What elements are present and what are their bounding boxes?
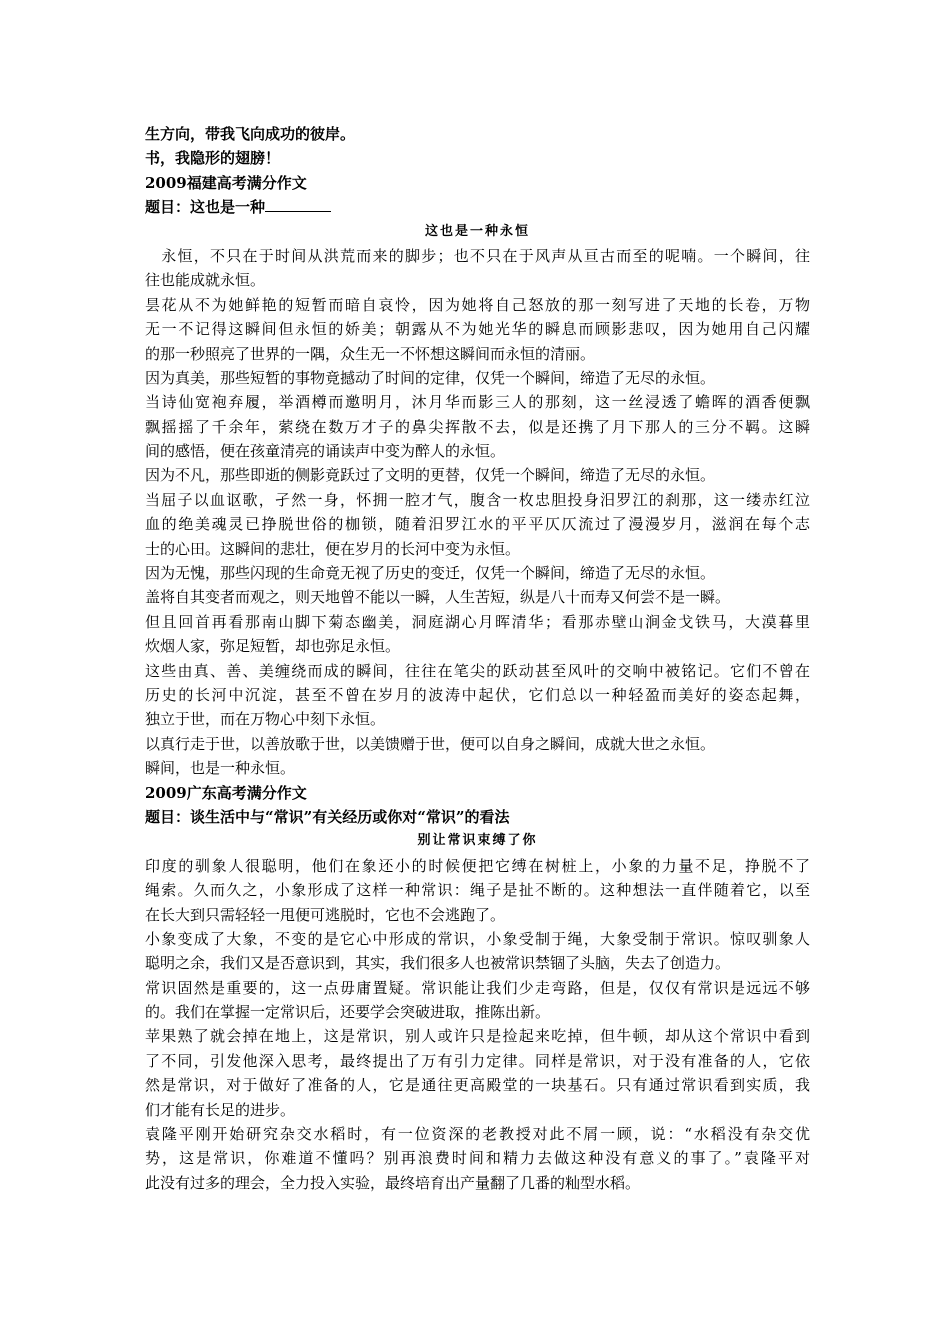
line-text: 这些由真、善、美缠绕而成的瞬间，往往在笔尖的跃动甚至风叶的交响中被铭记。它们不曾在 <box>145 661 810 680</box>
line-text: 往也能成就永恒。 <box>145 271 266 290</box>
paragraph-line <box>145 1000 810 1024</box>
line-text: 常识固然是重要的，这一点毋庸置疑。常识能让我们少走弯路，但是，仅仅有常识是远远不够 <box>145 978 810 997</box>
line-text: 因为无愧，那些闪现的生命竟无视了历史的变迁，仅凭一个瞬间，缔造了无尽的永恒。 <box>145 564 716 583</box>
essay-title <box>145 829 810 853</box>
paragraph-line <box>145 707 810 731</box>
line-text: 了不同，引发他深入思考，最终提出了万有引力定律。同样是常识，对于没有准备的人，它依 <box>145 1051 810 1070</box>
paragraph-line <box>145 756 810 780</box>
heading-line <box>145 122 810 146</box>
line-text: 无一不记得这瞬间但永恒的娇美；朝露从不为她光华的瞬息而顾影悲叹，因为她用自己闪耀 <box>145 320 810 339</box>
paragraph-line <box>145 463 810 487</box>
line-text: 势，这是常识，你难道不懂吗？别再浪费时间和精力去做这种没有意义的事了。”袁隆平对 <box>145 1149 810 1168</box>
paragraph-line <box>145 488 810 512</box>
line-text: 瞬间，也是一种永恒。 <box>145 759 296 778</box>
heading-line <box>145 781 810 805</box>
line-text: 袁隆平刚开始研究杂交水稻时，有一位资深的老教授对此不屑一顾，说：“水稻没有杂交优 <box>145 1125 810 1144</box>
line-text: 但且回首再看那南山脚下菊态幽美，洞庭湖心月晖清华；看那赤壁山涧金戈铁马，大漠暮里 <box>145 612 810 631</box>
line-text: 盖将自其变者而观之，则天地曾不能以一瞬，人生苦短，纵是八十而寿又何尝不是一瞬。 <box>145 588 731 607</box>
heading-line <box>145 805 810 829</box>
paragraph-line <box>145 683 810 707</box>
heading-line <box>145 146 810 170</box>
line-text: 2009福建高考满分作文 <box>145 173 307 192</box>
essay-title <box>145 220 810 244</box>
fill-in-blank <box>265 196 331 212</box>
paragraph-line <box>145 1146 810 1170</box>
prompt-line <box>145 195 810 219</box>
line-text: 士的心田。这瞬间的悲壮，便在岁月的长河中变为永恒。 <box>145 539 521 558</box>
paragraph-line <box>145 634 810 658</box>
paragraph-line <box>145 903 810 927</box>
line-text: 苹果熟了就会掉在地上，这是常识，别人或许只是捡起来吃掉，但牛顿，却从这个常识中看到 <box>145 1027 810 1046</box>
paragraph-line <box>145 1098 810 1122</box>
line-text: 飘摇摇了千余年，萦绕在数万才子的鼻尖挥散不去，似是还携了月下那人的三分不羁。这瞬 <box>145 417 810 436</box>
line-text: 印度的驯象人很聪明，他们在象还小的时候便把它缚在树桩上，小象的力量不足，挣脱不了 <box>145 856 810 875</box>
line-text: 书，我隐形的翅膀！ <box>145 149 281 168</box>
paragraph-line <box>145 585 810 609</box>
line-text: 以真行走于世，以善放歌于世，以美馈赠于世，便可以自身之瞬间，成就大世之永恒。 <box>145 734 716 753</box>
paragraph-line <box>145 244 810 268</box>
paragraph-line <box>145 659 810 683</box>
paragraph-line <box>145 927 810 951</box>
line-text: 炊烟人家，弥足短暂，却也弥足永恒。 <box>145 637 401 656</box>
line-text: 生方向，带我飞向成功的彼岸。 <box>145 125 356 143</box>
line-text: 绳索。久而久之，小象形成了这样一种常识：绳子是扯不断的。这种想法一直伴随着它，以至 <box>145 881 810 900</box>
heading-line <box>145 171 810 195</box>
paragraph-line <box>145 537 810 561</box>
line-text: 此没有过多的理会，全力投入实验，最终培育出产量翻了几番的籼型水稻。 <box>145 1173 641 1192</box>
paragraph-line <box>145 268 810 292</box>
line-text: 历史的长河中沉淀，甚至不曾在岁月的波涛中起伏，它们总以一种轻盈而美好的姿态起舞， <box>145 685 810 704</box>
paragraph-line <box>145 366 810 390</box>
paragraph-line <box>145 390 810 414</box>
paragraph-line <box>145 415 810 439</box>
line-text: 血的绝美魂灵已挣脱世俗的枷锁，随着汨罗江水的平平仄仄流过了漫漫岁月，滋润在每个志 <box>145 515 810 534</box>
line-text: 的那一秒照亮了世界的一隅，众生无一不怀想这瞬间而永恒的清丽。 <box>145 344 596 363</box>
line-text: 昙花从不为她鲜艳的短暂而暗自哀怜，因为她将自己怒放的那一刻写进了天地的长卷，万物 <box>145 295 810 314</box>
line-text: 永恒，不只在于时间从洪荒而来的脚步；也不只在于风声从亘古而至的呢喃。一个瞬间，往 <box>145 246 810 265</box>
line-text: 当屈子以血讴歌，孑然一身，怀拥一腔才气，腹含一枚忠胆投身汨罗江的刹那，这一缕赤红泣 <box>145 490 810 509</box>
paragraph-line <box>145 1122 810 1146</box>
paragraph-line <box>145 317 810 341</box>
line-text: 这也是一种永恒 <box>424 223 530 239</box>
paragraph-line <box>145 976 810 1000</box>
paragraph-line <box>145 1171 810 1195</box>
paragraph-line <box>145 610 810 634</box>
line-text: 然是常识，对于做好了准备的人，它是通往更高殿堂的一块基石。只有通过常识看到实质，我 <box>145 1076 810 1095</box>
line-text: 的。我们在掌握一定常识后，还要学会突破进取，推陈出新。 <box>145 1003 551 1022</box>
line-text: 小象变成了大象，不变的是它心中形成的常识，小象受制于绳，大象受制于常识。惊叹驯象人 <box>145 929 810 948</box>
paragraph-line <box>145 1049 810 1073</box>
paragraph-line <box>145 951 810 975</box>
paragraph-line <box>145 878 810 902</box>
line-text: 当诗仙宽袍弃履，举酒樽而邀明月，沐月华而影三人的那刻，这一丝浸透了蟾晖的酒香便飘 <box>145 393 810 412</box>
line-text: 聪明之余，我们又是否意识到，其实，我们很多人也被常识禁锢了头脑，失去了创造力。 <box>145 954 731 973</box>
paragraph-line <box>145 1073 810 1097</box>
document-body <box>145 122 810 1195</box>
line-text: 因为不凡，那些即逝的侧影竟跃过了文明的更替，仅凭一个瞬间，缔造了无尽的永恒。 <box>145 466 716 485</box>
line-text: 题目：谈生活中与“常识”有关经历或你对“常识”的看法 <box>145 807 510 826</box>
line-text: 在长大到只需轻轻一甩便可逃脱时，它也不会逃跑了。 <box>145 905 506 924</box>
line-text: 间的感悟，便在孩童清亮的诵读声中变为醉人的永恒。 <box>145 442 506 461</box>
line-text: 因为真美，那些短暂的事物竟撼动了时间的定律，仅凭一个瞬间，缔造了无尽的永恒。 <box>145 368 716 387</box>
line-text: 2009广东高考满分作文 <box>145 783 307 802</box>
paragraph-line <box>145 293 810 317</box>
paragraph-line <box>145 561 810 585</box>
paragraph-line <box>145 439 810 463</box>
line-text: 题目：这也是一种 <box>145 198 266 217</box>
line-text: 们才能有长足的进步。 <box>145 1100 296 1119</box>
line-text: 独立于世，而在万物心中刻下永恒。 <box>145 710 386 729</box>
paragraph-line <box>145 512 810 536</box>
paragraph-line <box>145 1024 810 1048</box>
line-text: 别让常识束缚了你 <box>417 833 538 849</box>
paragraph-line <box>145 732 810 756</box>
paragraph-line <box>145 854 810 878</box>
paragraph-line <box>145 342 810 366</box>
